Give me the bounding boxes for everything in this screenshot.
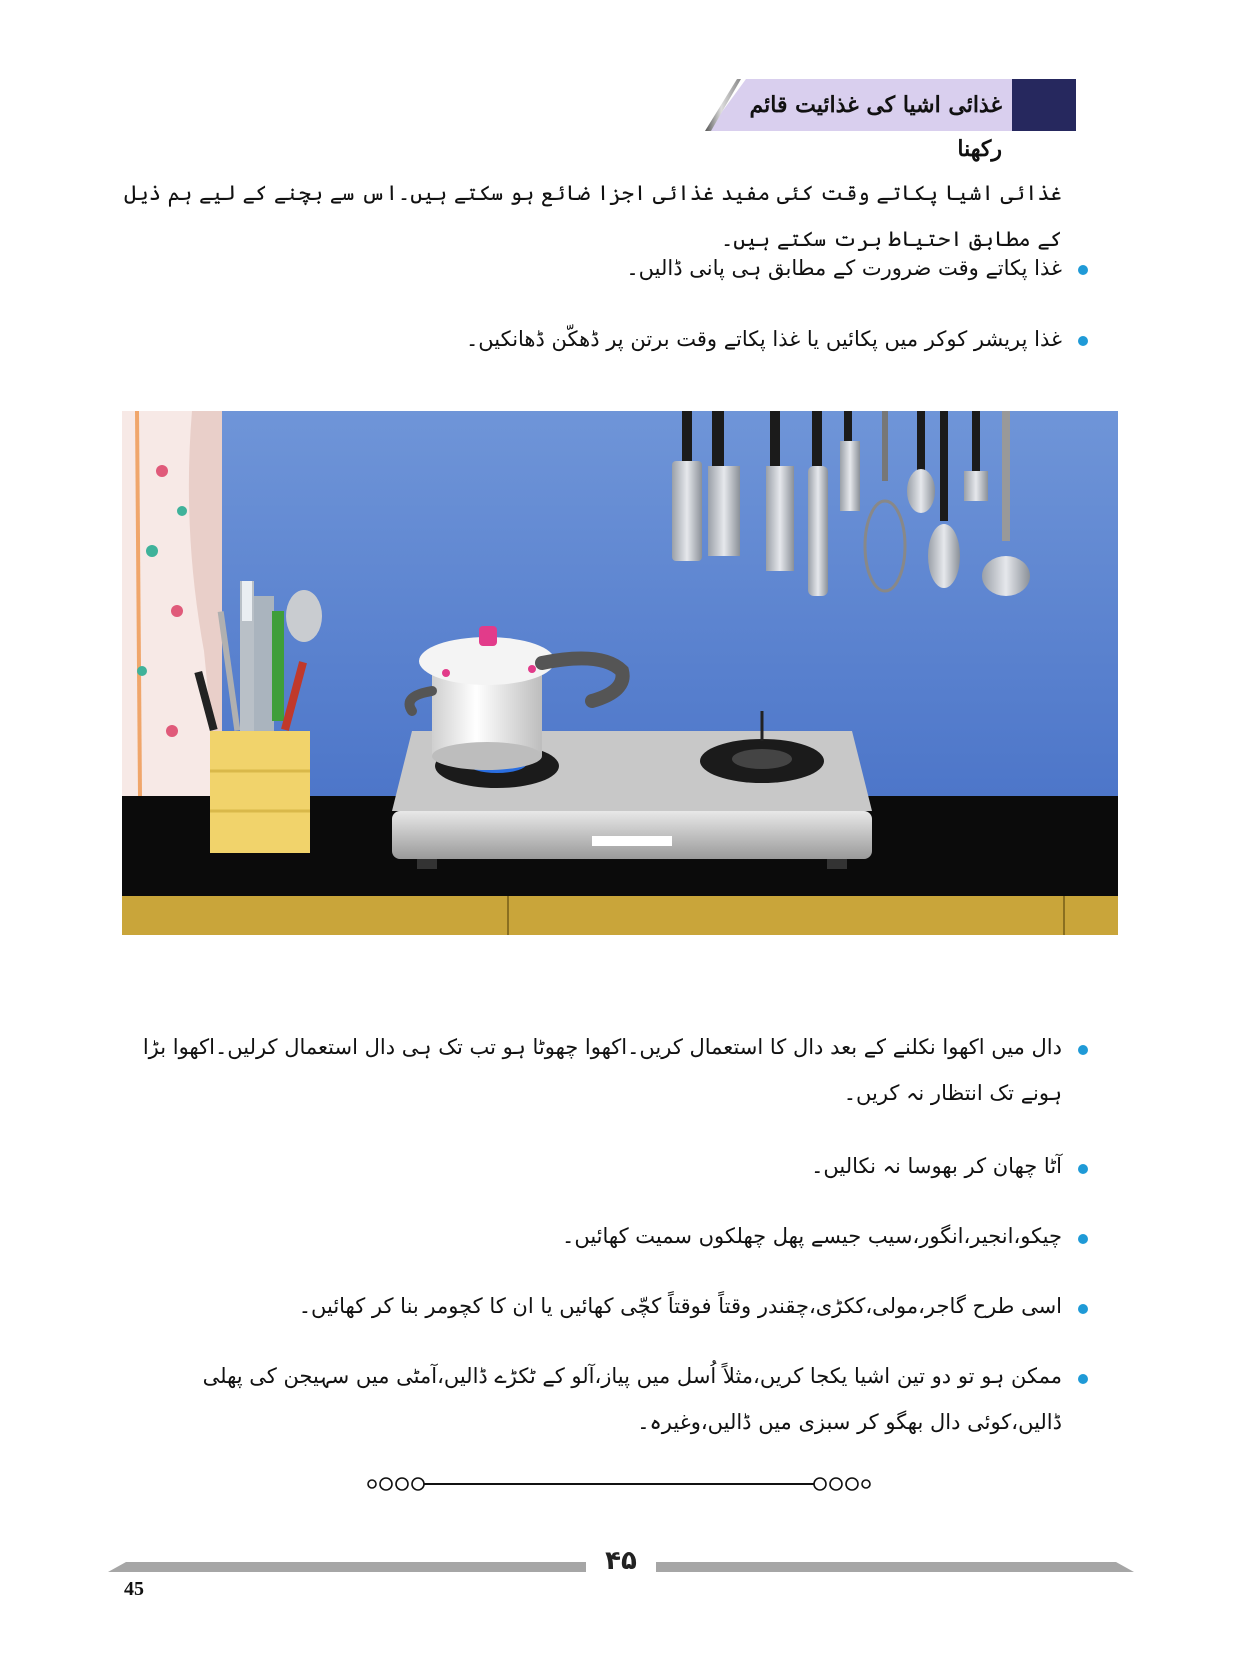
footer-rule-left — [108, 1562, 586, 1572]
section-title: غذائی اشیا کی غذائیت قائم رکھنا — [749, 92, 1002, 162]
list-item: دال میں اکھوا نکلنے کے بعد دال کا استعمال کریں۔اکھوا چھوٹا ہو تب تک ہی دال استعمال کرلیں۔اکھوا بڑا ہونے تک انتظار نہ کریں۔ — [142, 1035, 1062, 1105]
list-item: ممکن ہو تو دو تین اشیا یکجا کریں،مثلاً اُسل میں پیاز،آلو کے ٹکڑے ڈالیں،آمٹی میں سہیجن کی پھلی ڈالیں،کوئی دال بھگو کر سبزی میں ڈالیں،وغیرہ۔ — [202, 1364, 1062, 1434]
list-item: آٹا چھان کر بھوسا نہ نکالیں۔ — [811, 1154, 1062, 1178]
cabinet — [122, 896, 1118, 935]
list-item: چیکو،انجیر،انگور،سیب جیسے پھل چھلکوں سمیت کھائیں۔ — [562, 1224, 1062, 1248]
ornamental-divider — [364, 1474, 874, 1494]
bullet-dot — [1078, 1304, 1088, 1314]
curtain — [122, 411, 222, 796]
footer-rule-right — [656, 1562, 1134, 1572]
bullet-dot — [1078, 1164, 1088, 1174]
list-item: اسی طرح گاجر،مولی،ککڑی،چقندر وقتاً فوقتاً کچّی کھائیں یا ان کا کچومر بنا کر کھائیں۔ — [298, 1294, 1062, 1318]
bullet-dot — [1078, 1045, 1088, 1055]
page-number: 45 — [124, 1578, 144, 1600]
page-number-urdu: ۴۵ — [605, 1546, 637, 1576]
list-item: غذا پکاتے وقت ضرورت کے مطابق ہی پانی ڈالیں۔ — [626, 256, 1062, 280]
bullet-dot — [1078, 1234, 1088, 1244]
intro-paragraph: غذائی اشیا پکاتے وقت کئی مفید غذائی اجزا ضائع ہو سکتے ہیں۔اس سے بچنے کے لیے ہم ذیل کے مطابق احتیاط برت سکتے ہیں۔ — [124, 181, 1062, 251]
kitchen-illustration — [122, 411, 1118, 935]
bullet-dot — [1078, 265, 1088, 275]
header-color-block — [1012, 79, 1076, 131]
bullet-dot — [1078, 336, 1088, 346]
bullet-dot — [1078, 1374, 1088, 1384]
list-item: غذا پریشر کوکر میں پکائیں یا غذا پکاتے وقت برتن پر ڈھکّن ڈھانکیں۔ — [465, 327, 1062, 351]
